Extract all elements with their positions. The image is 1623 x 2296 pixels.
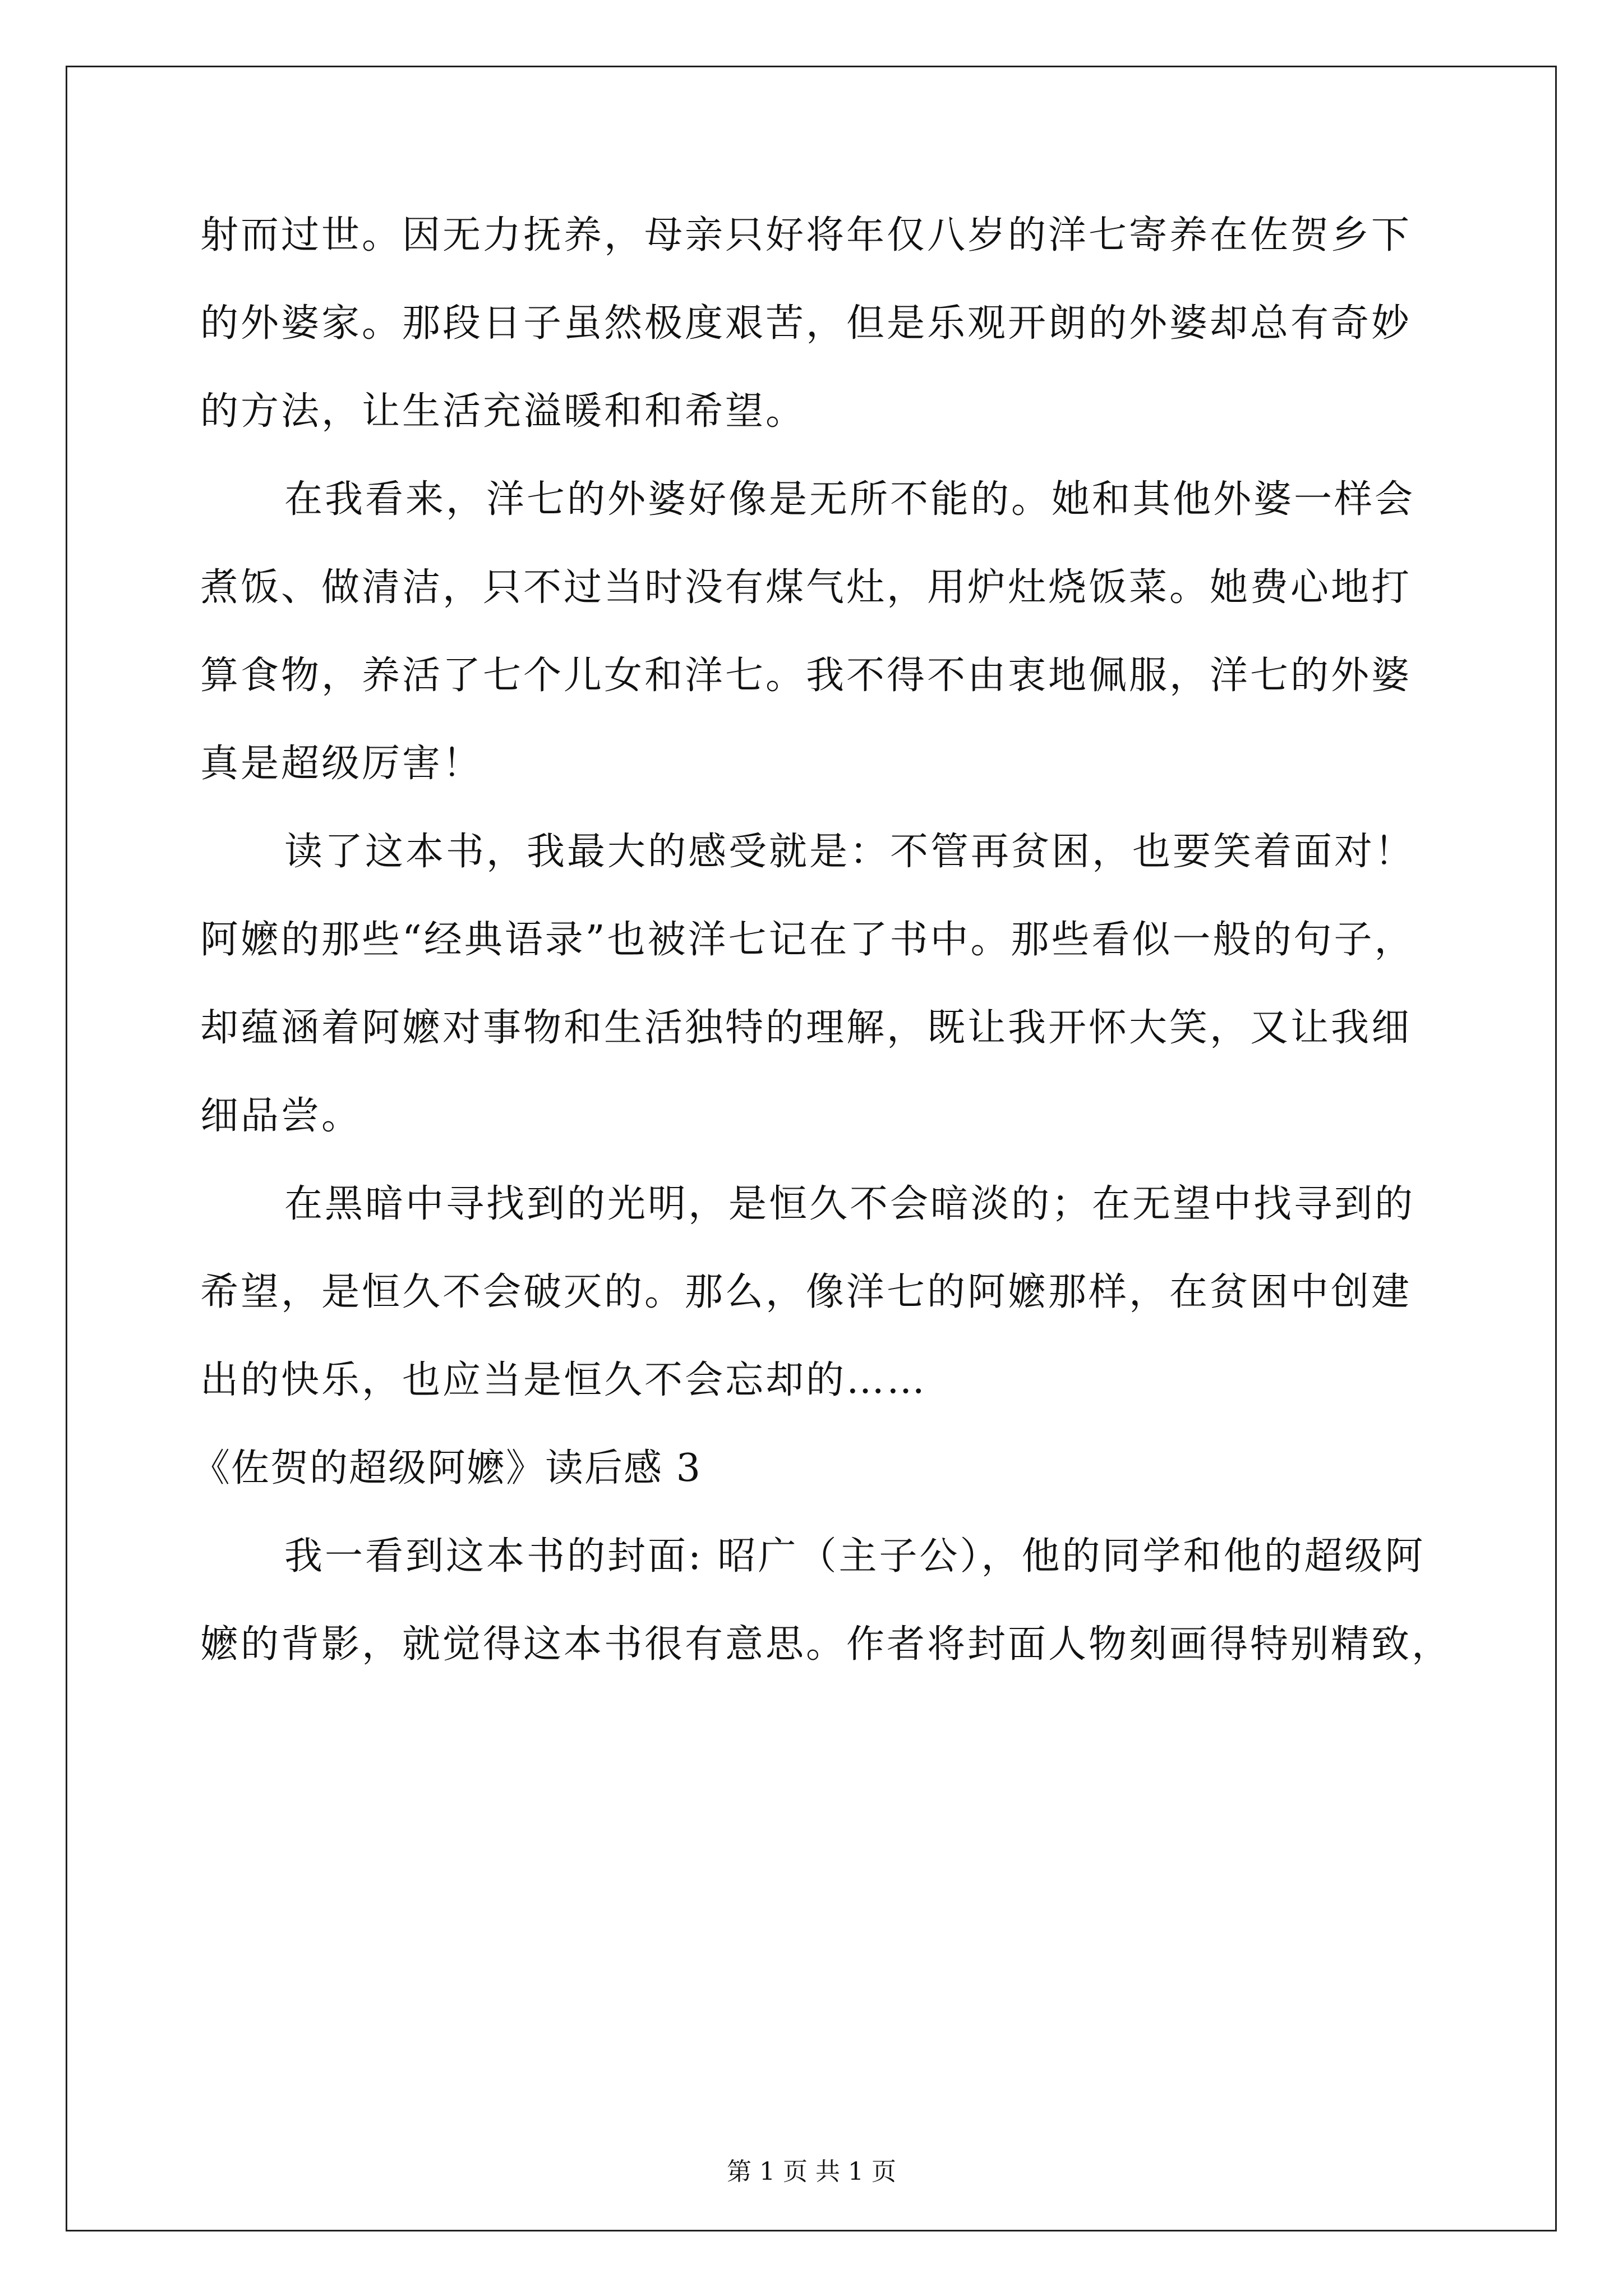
paragraph-line: 真是超级厉害！ [200,742,483,786]
paragraph-line: 阿嬷的那些“经典语录”也被洋七记在了书中。那些看似一般的句子， [200,918,1415,962]
paragraph-line: 出的快乐，也应当是恒久不会忘却的…… [200,1358,928,1402]
page-footer: 第 1 页 共 1 页 [727,2157,896,2186]
paragraph-line: 射而过世。因无力抚养，母亲只好将年仅八岁的洋七寄养在佐贺乡下 [200,213,1412,257]
paragraph-line: 的方法，让生活充溢暖和和希望。 [200,389,806,434]
paragraph-line: 却蕴涵着阿嬷对事物和生活独特的理解，既让我开怀大笑，又让我细 [200,1006,1412,1050]
paragraph-line: 在黑暗中寻找到的光明，是恒久不会暗淡的；在无望中找寻到的 [284,1182,1415,1226]
paragraph-line: 算食物，养活了七个儿女和洋七。我不得不由衷地佩服，洋七的外婆 [200,654,1412,698]
paragraph-line: 细品尝。 [200,1094,362,1138]
paragraph-line: 的外婆家。那段日子虽然极度艰苦，但是乐观开朗的外婆却总有奇妙 [200,301,1412,346]
paragraph-line: 读了这本书，我最大的感受就是：不管再贫困，也要笑着面对！ [284,830,1415,874]
paragraph-line: 嬷的背影，就觉得这本书很有意思。作者将封面人物刻画得特别精致， [200,1622,1453,1667]
paragraph-line: 煮饭、做清洁，只不过当时没有煤气灶，用炉灶烧饭菜。她费心地打 [200,565,1412,610]
section-heading: 《佐贺的超级阿嬷》读后感 3 [192,1446,702,1490]
paragraph-line: 我一看到这本书的封面: 昭广（主子公），他的同学和他的超级阿 [284,1534,1426,1579]
paragraph-line: 希望，是恒久不会破灭的。那么，像洋七的阿嬷那样，在贫困中创建 [200,1270,1412,1314]
paragraph-line: 在我看来，洋七的外婆好像是无所不能的。她和其他外婆一样会 [284,477,1415,522]
